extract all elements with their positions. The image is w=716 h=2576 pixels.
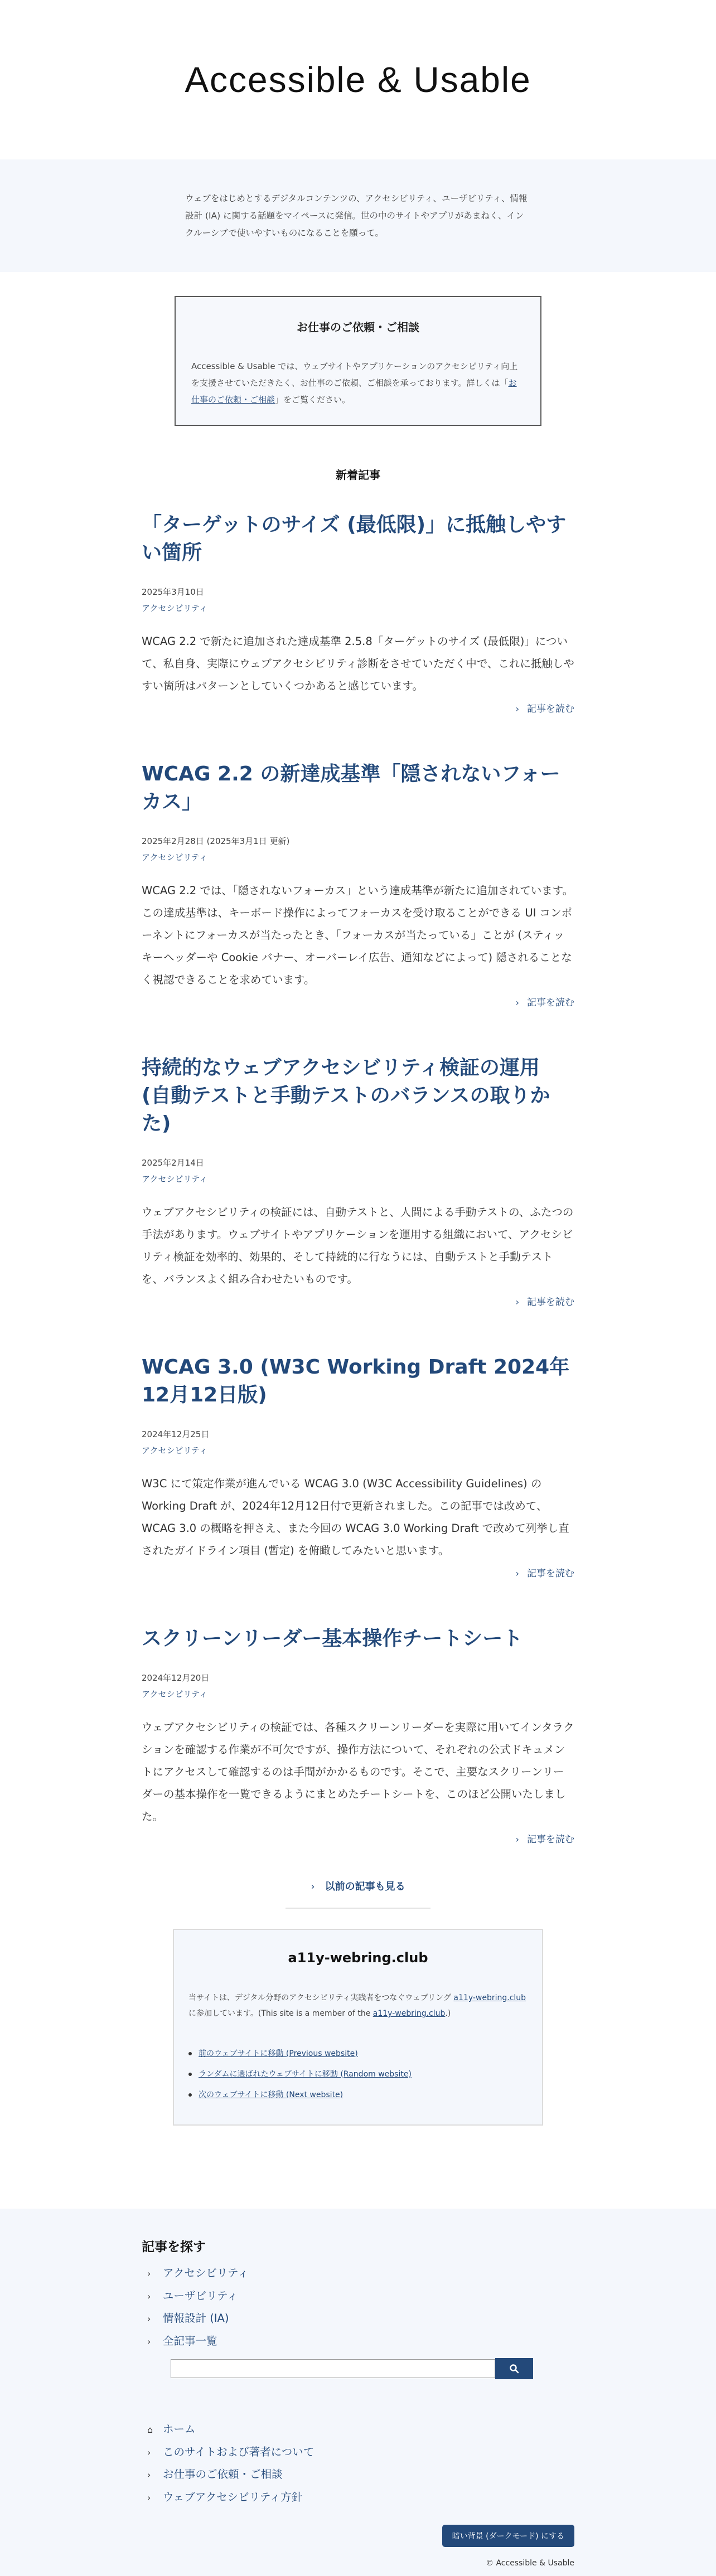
article-excerpt: W3C にて策定作業が進んでいる WCAG 3.0 (W3C Accessibility Guidelines) の Working Draft が、2024年12月12日付で更新されました。この記事では改めて、WCAG 3.0 の概略を押さえ、また今回の WCAG 3.0 Working Draft で改めて列挙し直されたガイドライン項目 (暫定) を俯瞰してみたいと思います。 xyxy=(142,1477,569,1557)
category-link-accessibility[interactable]: アクセシビリティ xyxy=(163,2267,249,2279)
search-form xyxy=(171,2359,533,2379)
footer-nav xyxy=(147,2418,314,2509)
article-date: 2024年12月20日 xyxy=(142,1673,210,1683)
home-icon: ⌂ xyxy=(147,2424,153,2435)
older-articles xyxy=(0,1879,716,1893)
article-category-link[interactable]: アクセシビリティ xyxy=(142,1174,208,1184)
contact-text: Accessible & Usable では、ウェブサイトやアプリケーションのアクセシビリティ向上を支援させていただきたく、お仕事のご依頼、ご相談を承っております。詳しくは「お仕事のご依頼・ご相談」をご覧ください。 xyxy=(191,361,518,405)
site-footer xyxy=(0,2209,716,2576)
chevron-right-icon: › xyxy=(515,997,519,1008)
contact-heading: お仕事のご依頼・ご相談 xyxy=(297,321,419,334)
footer-link-accessibility-policy[interactable]: ウェブアクセシビリティ方針 xyxy=(163,2490,303,2504)
chevron-right-icon: › xyxy=(147,2492,151,2503)
category-link-all[interactable]: 全記事一覧 xyxy=(163,2334,217,2347)
explore-heading: 記事を探す xyxy=(142,2240,206,2254)
article-title[interactable]: 「ターゲットのサイズ (最低限)」に抵触しやすい箇所 xyxy=(142,513,567,564)
chevron-right-icon: › xyxy=(515,1297,519,1307)
article-item xyxy=(142,1054,574,1308)
article-item xyxy=(142,760,574,1008)
article-item xyxy=(142,511,574,715)
article-title[interactable]: スクリーンリーダー基本操作チートシート xyxy=(142,1627,523,1650)
article-category-link[interactable]: アクセシビリティ xyxy=(142,1445,208,1456)
article-category-link[interactable]: アクセシビリティ xyxy=(142,603,208,613)
footer-link-home[interactable]: ホーム xyxy=(163,2423,196,2436)
bullet-icon xyxy=(188,2073,192,2076)
latest-articles-heading: 新着記事 xyxy=(336,468,380,482)
chevron-right-icon: › xyxy=(147,2313,151,2324)
copyright: © Accessible & Usable xyxy=(486,2559,574,2568)
footer-link-contact[interactable]: お仕事のご依頼・ご相談 xyxy=(163,2468,283,2481)
category-nav xyxy=(147,2262,248,2352)
search-icon xyxy=(509,2364,519,2374)
footer-nav-item xyxy=(147,2441,314,2464)
chevron-right-icon: › xyxy=(515,704,519,714)
article-date: 2025年3月10日 xyxy=(142,587,204,597)
read-more-link[interactable]: › 記事を読む xyxy=(515,997,574,1008)
webring-nav-item xyxy=(188,2044,528,2064)
site-header xyxy=(0,0,716,159)
bullet-icon xyxy=(188,2052,192,2055)
read-more-link[interactable]: › 記事を読む xyxy=(515,1297,574,1308)
category-link-ia[interactable]: 情報設計 (IA) xyxy=(163,2312,229,2325)
chevron-right-icon: › xyxy=(147,2447,151,2458)
article-date: 2024年12月25日 xyxy=(142,1429,210,1439)
search-input[interactable] xyxy=(171,2359,495,2378)
article-date: 2025年2月28日 (2025年3月1日 更新) xyxy=(142,836,290,846)
chevron-right-icon: › xyxy=(147,2291,151,2302)
chevron-right-icon: › xyxy=(311,1881,315,1893)
read-more-link[interactable]: › 記事を読む xyxy=(515,1568,574,1579)
intro-text: ウェブをはじめとするデジタルコンテンツの、アクセシビリティ、ユーザビリティ、情報設計 (IA) に関する話題をマイペースに発信。世の中のサイトやアプリがあまねく、インクルーシブで使いやすいものになることを願って。 xyxy=(185,193,528,238)
contact-link[interactable]: お仕事のご依頼・ご相談 xyxy=(191,378,517,405)
footer-nav-item xyxy=(147,2463,314,2486)
article-item xyxy=(142,1625,574,1845)
webring-previous-link[interactable]: 前のウェブサイトに移動 (Previous website) xyxy=(199,2049,358,2058)
read-more-link[interactable]: › 記事を読む xyxy=(515,704,574,715)
webring-next-link[interactable]: 次のウェブサイトに移動 (Next website) xyxy=(199,2090,344,2099)
article-category-link[interactable]: アクセシビリティ xyxy=(142,852,208,862)
webring-link[interactable]: a11y-webring.club xyxy=(453,1993,526,2002)
webring-nav-item xyxy=(188,2064,528,2085)
article-excerpt: WCAG 2.2 で新たに追加された達成基準 2.5.8「ターゲットのサイズ (最低限)」について、私自身、実際にウェブアクセシビリティ診断をさせていただく中で、これに抵触しやすい箇所はパターンとしていくつかあると感じています。 xyxy=(142,635,574,692)
contact-box xyxy=(175,296,541,426)
category-nav-item xyxy=(147,2285,248,2308)
divider xyxy=(286,1908,430,1909)
site-title[interactable]: Accessible & Usable xyxy=(185,60,531,100)
article-list xyxy=(142,511,574,1845)
footer-nav-item xyxy=(147,2418,314,2441)
footer-link-about[interactable]: このサイトおよび著者について xyxy=(163,2445,315,2458)
category-link-usability[interactable]: ユーザビリティ xyxy=(163,2289,238,2302)
webring-box xyxy=(173,1929,543,2126)
article-item xyxy=(142,1354,574,1579)
category-nav-item xyxy=(147,2262,248,2285)
site-intro xyxy=(0,159,716,272)
webring-nav xyxy=(188,2044,528,2106)
article-excerpt: WCAG 2.2 では、「隠されないフォーカス」という達成基準が新たに追加されています。この達成基準は、キーボード操作によってフォーカスを受け取ることができる UI コンポーネントにフォーカスが当たったとき、「フォーカスが当たっている」ことが (スティッキーヘッダーや Cookie バナー、オーバーレイ広告、通知などによって) 隠されることなく視認できることを求めています。 xyxy=(142,884,574,986)
webring-text: 当サイトは、デジタル分野のアクセシビリティ実践者をつなぐウェブリング a11y-webring.club に参加しています。(This site is a member of the a11y-webring.club.) xyxy=(188,1993,526,2018)
article-category-link[interactable]: アクセシビリティ xyxy=(142,1689,208,1699)
dark-mode-toggle-button[interactable]: 暗い背景 (ダークモード) にする xyxy=(442,2525,574,2547)
chevron-right-icon: › xyxy=(515,1568,519,1579)
chevron-right-icon: › xyxy=(147,2268,151,2279)
chevron-right-icon: › xyxy=(147,2470,151,2480)
category-nav-item xyxy=(147,2330,248,2353)
article-title[interactable]: 持続的なウェブアクセシビリティ検証の運用 (自動テストと手動テストのバランスの取りかた) xyxy=(142,1056,550,1135)
older-articles-link[interactable]: › 以前の記事も見る xyxy=(311,1881,405,1893)
search-button[interactable] xyxy=(495,2358,533,2379)
webring-nav-item xyxy=(188,2085,528,2106)
article-title[interactable]: WCAG 3.0 (W3C Working Draft 2024年12月12日版) xyxy=(142,1356,570,1406)
article-excerpt: ウェブアクセシビリティの検証には、自動テストと、人間による手動テストの、ふたつの手法があります。ウェブサイトやアプリケーションを運用する組織において、アクセシビリティ検証を効率的、効果的、そして持続的に行なうには、自動テストと手動テストを、バランスよく組み合わせたいものです。 xyxy=(142,1206,574,1285)
bullet-icon xyxy=(188,2093,192,2097)
chevron-right-icon: › xyxy=(515,1834,519,1845)
article-title[interactable]: WCAG 2.2 の新達成基準「隠されないフォーカス」 xyxy=(142,763,560,813)
webring-random-link[interactable]: ランダムに選ばれたウェブサイトに移動 (Random website) xyxy=(199,2070,412,2079)
article-date: 2025年2月14日 xyxy=(142,1158,204,1168)
category-nav-item xyxy=(147,2307,248,2330)
webring-link-en[interactable]: a11y-webring.club xyxy=(372,2009,446,2018)
chevron-right-icon: › xyxy=(147,2336,151,2347)
webring-heading: a11y-webring.club xyxy=(288,1950,428,1966)
read-more-link[interactable]: › 記事を読む xyxy=(515,1834,574,1845)
footer-nav-item xyxy=(147,2486,314,2509)
article-excerpt: ウェブアクセシビリティの検証では、各種スクリーンリーダーを実際に用いてインタラクションを確認する作業が不可欠ですが、操作方法について、それぞれの公式ドキュメントにアクセスして確認するのは手間がかかるものです。そこで、主要なスクリーンリーダーの基本操作を一覧できるようにまとめたチートシートを、このほど公開いたしました。 xyxy=(142,1721,574,1823)
